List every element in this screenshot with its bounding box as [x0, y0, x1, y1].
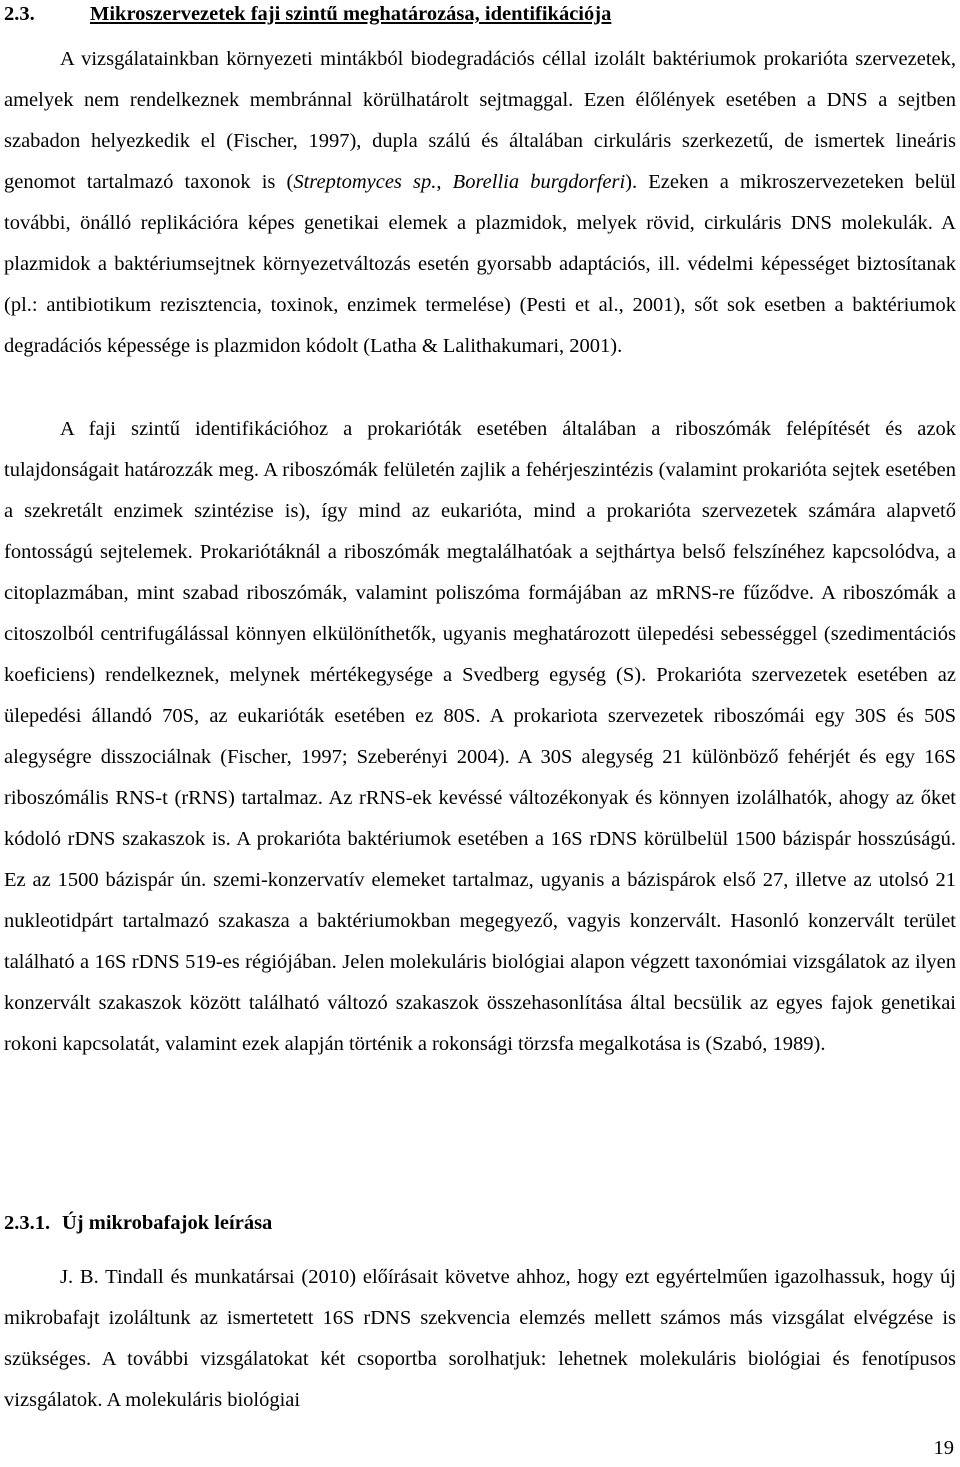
paragraph-1-comma: , — [436, 171, 453, 193]
section-heading — [4, 0, 611, 28]
paragraph-3: J. B. Tindall és munkatársai (2010) előírásait követve ahhoz, hogy ezt egyértelműen igazolhassuk, hogy új mikrobafajt izoláltunk az ismertetett 16S rDNS szekvencia elemzés mellett számos más vizsgálat elvégzése is szükséges. A további vizsgálatokat két csoportba sorolhatjuk: lehetnek molekuláris biológiai és fenotípusos vizsgálatok. A molekuláris biológiai — [4, 1266, 956, 1411]
paragraph-2: A faji szintű identifikációhoz a prokarióták esetében általában a riboszómák felépítését és azok tulajdonságait határozzák meg. A riboszómák felületén zajlik a fehérjeszintézis (valamint prokarióta sejtek esetében a szekretált enzimek szintézise is), így mind az eukarióta, mind a prokarióta szervezetek számára alapvető fontosságú sejtelemek. Prokariótáknál a riboszómák megtalálhatóak a sejthártya belső felszínéhez kapcsolódva, a citoplazmában, mint szabad riboszómák, valamint poliszóma formájában az mRNS-re fűződve. A riboszómák a citoszolból centrifugálással könnyen elkülöníthetők, ugyanis meghatározott ülepedési sebességgel (szedimentációs koeficiens) rendelkeznek, melynek mértékegysége a Svedberg egység (S). Prokarióta szervezetek esetében az ülepedési állandó 70S, az eukarióták esetében ez 80S. A prokariota szervezetek riboszómái egy 30S és 50S alegységre disszociálnak (Fischer, 1997; Szeberényi 2004). A 30S alegység 21 különböző fehérjét és egy 16S riboszómális RNS-t (rRNS) tartalmaz. Az rRNS-ek kevéssé változékonyak és könnyen izolálhatók, ahogy az őket kódoló rDNS szakaszok is. A prokarióta baktériumok esetében a 16S rDNS körülbelül 1500 bázispár hosszúságú. Ez az 1500 bázispár ún. szemi-konzervatív elemeket tartalmaz, ugyanis a bázispárok első 27, illetve az utolsó 21 nukleotidpárt tartalmazó szakasza a baktériumokban megegyező, vagyis konzervált. Hasonló konzervált terület található a 16S rDNS 519-es régiójában. Jelen molekuláris biológiai alapon végzett taxonómiai vizsgálatok az ilyen konzervált szakaszok között található változó szakaszok összehasonlítása által becsülik az egyes fajok genetikai rokoni kapcsolatát, valamint ezek alapján történik a rokonsági törzsfa megalkotása is (Szabó, 1989). — [4, 418, 956, 1055]
subsection-number: 2.3.1. — [4, 1212, 51, 1234]
paragraph-1-text-b: ). Ezeken a mikroszervezeteken belül további, önálló replikációra képes genetikai elemek a plazmidok, melyek rövid, cirkuláris DNS molekulák. A plazmidok a baktériumsejtnek környezetváltozás esetén gyorsabb adaptációs, ill. védelmi képességet biztosítanak (pl.: antibiotikum rezisztencia, toxinok, enzimek termelése) (Pesti et al., 2001), sőt sok esetben a baktériumok degradációs képessége is plazmidon kódolt (Latha & Lalithakumari, 2001). — [4, 171, 956, 357]
subsection-heading — [4, 1209, 272, 1237]
taxon-streptomyces: Streptomyces sp. — [293, 171, 437, 193]
subsection-title: Új mikrobafajok leírása — [62, 1212, 273, 1234]
section-title: Mikroszervezetek faji szintű meghatározása, identifikációja — [90, 3, 612, 25]
section-number: 2.3. — [4, 3, 35, 25]
page-number: 19 — [933, 1437, 954, 1459]
taxon-borellia: Borellia burgdorferi — [452, 171, 626, 193]
paragraph-1 — [4, 39, 956, 367]
paragraph-1-text-a: A vizsgálatainkban környezeti mintákból biodegradációs céllal izolált baktériumok prokarióta szervezetek, amelyek nem rendelkeznek membránnal körülhatárolt sejtmaggal. Ezen élőlények esetében a DNS a sejtben szabadon helyezkedik el (Fischer, 1997), dupla szálú és általában cirkuláris szerkezetű, de ismertek lineáris genomot tartalmazó taxonok is ( — [4, 48, 956, 193]
